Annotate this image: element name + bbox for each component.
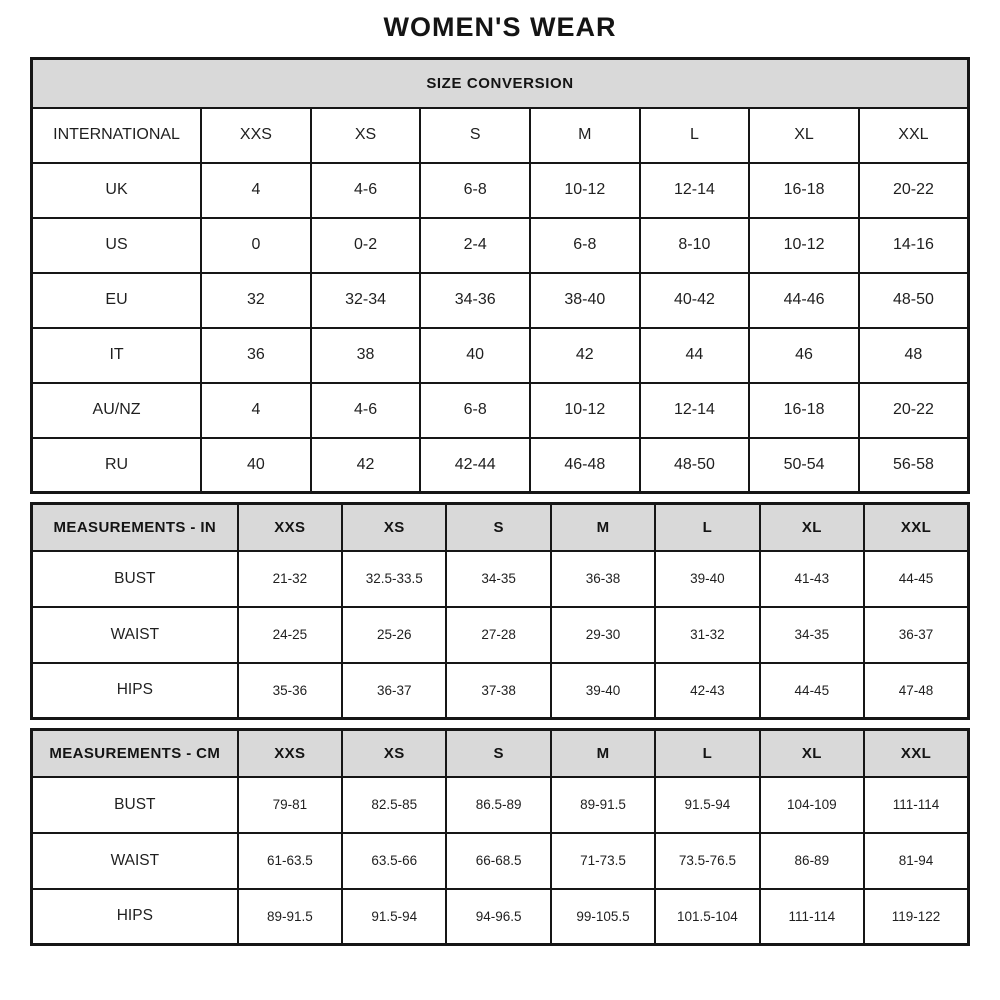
value-cell: 20-22 <box>859 163 969 218</box>
page-title: WOMEN'S WEAR <box>383 12 617 42</box>
column-header-cell: L <box>640 108 750 163</box>
value-cell: 6-8 <box>420 163 530 218</box>
value-cell: 66-68.5 <box>446 833 550 889</box>
column-header-cell: L <box>655 730 759 777</box>
column-header-cell: S <box>446 504 550 551</box>
value-cell: 8-10 <box>640 218 750 273</box>
measurements-in-grid <box>30 502 970 720</box>
column-header-cell: XXL <box>864 730 968 777</box>
value-cell: 27-28 <box>446 607 550 663</box>
value-cell: 99-105.5 <box>551 889 655 945</box>
table-row <box>32 383 969 438</box>
value-cell: 44 <box>640 328 750 383</box>
table-row <box>32 218 969 273</box>
value-cell: 89-91.5 <box>238 889 342 945</box>
value-cell: 40 <box>201 438 311 493</box>
value-cell: 38-40 <box>530 273 640 328</box>
column-header-cell: XL <box>760 504 864 551</box>
value-cell: 42-44 <box>420 438 530 493</box>
column-header-cell: XL <box>760 730 864 777</box>
row-label-cell: HIPS <box>32 889 238 945</box>
value-cell: 61-63.5 <box>238 833 342 889</box>
column-header-cell: XXL <box>864 504 968 551</box>
value-cell: 20-22 <box>859 383 969 438</box>
value-cell: 91.5-94 <box>655 777 759 833</box>
value-cell: 40 <box>420 328 530 383</box>
column-header-cell: M <box>551 730 655 777</box>
column-header-cell: M <box>551 504 655 551</box>
row-label-cell: EU <box>32 273 202 328</box>
value-cell: 81-94 <box>864 833 968 889</box>
row-label-cell: WAIST <box>32 833 238 889</box>
value-cell: 39-40 <box>655 551 759 607</box>
value-cell: 82.5-85 <box>342 777 446 833</box>
value-cell: 41-43 <box>760 551 864 607</box>
value-cell: 6-8 <box>420 383 530 438</box>
table-row <box>32 163 969 218</box>
row-label-cell: US <box>32 218 202 273</box>
value-cell: 0 <box>201 218 311 273</box>
value-cell: 42-43 <box>655 663 759 719</box>
measurements-cm-table <box>30 728 970 946</box>
value-cell: 111-114 <box>864 777 968 833</box>
value-cell: 42 <box>311 438 421 493</box>
column-header-cell: XXS <box>238 730 342 777</box>
value-cell: 10-12 <box>749 218 859 273</box>
table-title-cell: INTERNATIONAL <box>32 108 202 163</box>
value-cell: 48-50 <box>640 438 750 493</box>
value-cell: 42 <box>530 328 640 383</box>
value-cell: 4 <box>201 383 311 438</box>
row-label-cell: BUST <box>32 777 238 833</box>
table-row <box>32 551 969 607</box>
value-cell: 6-8 <box>530 218 640 273</box>
column-header-cell: XS <box>342 730 446 777</box>
value-cell: 21-32 <box>238 551 342 607</box>
row-label-cell: WAIST <box>32 607 238 663</box>
value-cell: 32.5-33.5 <box>342 551 446 607</box>
value-cell: 12-14 <box>640 383 750 438</box>
value-cell: 40-42 <box>640 273 750 328</box>
column-header-cell: S <box>420 108 530 163</box>
row-label-cell: BUST <box>32 551 238 607</box>
table-row <box>32 663 969 719</box>
value-cell: 16-18 <box>749 383 859 438</box>
table-row <box>32 607 969 663</box>
value-cell: 46-48 <box>530 438 640 493</box>
value-cell: 71-73.5 <box>551 833 655 889</box>
value-cell: 34-35 <box>446 551 550 607</box>
value-cell: 48-50 <box>859 273 969 328</box>
value-cell: 36-37 <box>342 663 446 719</box>
table-title-cell: MEASUREMENTS - IN <box>32 504 238 551</box>
row-label-cell: UK <box>32 163 202 218</box>
column-header-cell: XXS <box>238 504 342 551</box>
value-cell: 14-16 <box>859 218 969 273</box>
value-cell: 38 <box>311 328 421 383</box>
value-cell: 39-40 <box>551 663 655 719</box>
value-cell: 16-18 <box>749 163 859 218</box>
column-header-cell: S <box>446 730 550 777</box>
value-cell: 79-81 <box>238 777 342 833</box>
value-cell: 2-4 <box>420 218 530 273</box>
table-title-cell: MEASUREMENTS - CM <box>32 730 238 777</box>
value-cell: 36-38 <box>551 551 655 607</box>
value-cell: 25-26 <box>342 607 446 663</box>
value-cell: 32-34 <box>311 273 421 328</box>
table-banner: SIZE CONVERSION <box>32 59 969 108</box>
value-cell: 89-91.5 <box>551 777 655 833</box>
value-cell: 86.5-89 <box>446 777 550 833</box>
value-cell: 94-96.5 <box>446 889 550 945</box>
value-cell: 12-14 <box>640 163 750 218</box>
column-header-cell: XS <box>342 504 446 551</box>
value-cell: 31-32 <box>655 607 759 663</box>
value-cell: 29-30 <box>551 607 655 663</box>
column-header-cell: XXS <box>201 108 311 163</box>
value-cell: 10-12 <box>530 163 640 218</box>
size-conversion-table <box>30 57 970 494</box>
row-label-cell: HIPS <box>32 663 238 719</box>
column-header-cell: XL <box>749 108 859 163</box>
value-cell: 47-48 <box>864 663 968 719</box>
row-label-cell: IT <box>32 328 202 383</box>
table-row <box>32 889 969 945</box>
column-header-cell: M <box>530 108 640 163</box>
column-header-cell: XXL <box>859 108 969 163</box>
value-cell: 46 <box>749 328 859 383</box>
value-cell: 24-25 <box>238 607 342 663</box>
size-chart-page <box>30 0 970 946</box>
table-row <box>32 438 969 493</box>
value-cell: 63.5-66 <box>342 833 446 889</box>
value-cell: 36 <box>201 328 311 383</box>
value-cell: 86-89 <box>760 833 864 889</box>
size-conversion-grid <box>30 57 970 494</box>
value-cell: 0-2 <box>311 218 421 273</box>
column-header-cell: L <box>655 504 759 551</box>
table-row <box>32 833 969 889</box>
value-cell: 32 <box>201 273 311 328</box>
measurements-in-table <box>30 502 970 720</box>
value-cell: 34-36 <box>420 273 530 328</box>
value-cell: 50-54 <box>749 438 859 493</box>
value-cell: 36-37 <box>864 607 968 663</box>
row-label-cell: AU/NZ <box>32 383 202 438</box>
table-row <box>32 328 969 383</box>
value-cell: 4-6 <box>311 383 421 438</box>
value-cell: 56-58 <box>859 438 969 493</box>
measurements-cm-grid <box>30 728 970 946</box>
table-row <box>32 777 969 833</box>
value-cell: 4-6 <box>311 163 421 218</box>
value-cell: 111-114 <box>760 889 864 945</box>
table-row <box>32 273 969 328</box>
value-cell: 104-109 <box>760 777 864 833</box>
value-cell: 4 <box>201 163 311 218</box>
value-cell: 91.5-94 <box>342 889 446 945</box>
value-cell: 73.5-76.5 <box>655 833 759 889</box>
value-cell: 48 <box>859 328 969 383</box>
value-cell: 35-36 <box>238 663 342 719</box>
value-cell: 37-38 <box>446 663 550 719</box>
value-cell: 44-45 <box>760 663 864 719</box>
value-cell: 10-12 <box>530 383 640 438</box>
row-label-cell: RU <box>32 438 202 493</box>
value-cell: 34-35 <box>760 607 864 663</box>
value-cell: 44-45 <box>864 551 968 607</box>
value-cell: 101.5-104 <box>655 889 759 945</box>
column-header-cell: XS <box>311 108 421 163</box>
value-cell: 119-122 <box>864 889 968 945</box>
value-cell: 44-46 <box>749 273 859 328</box>
